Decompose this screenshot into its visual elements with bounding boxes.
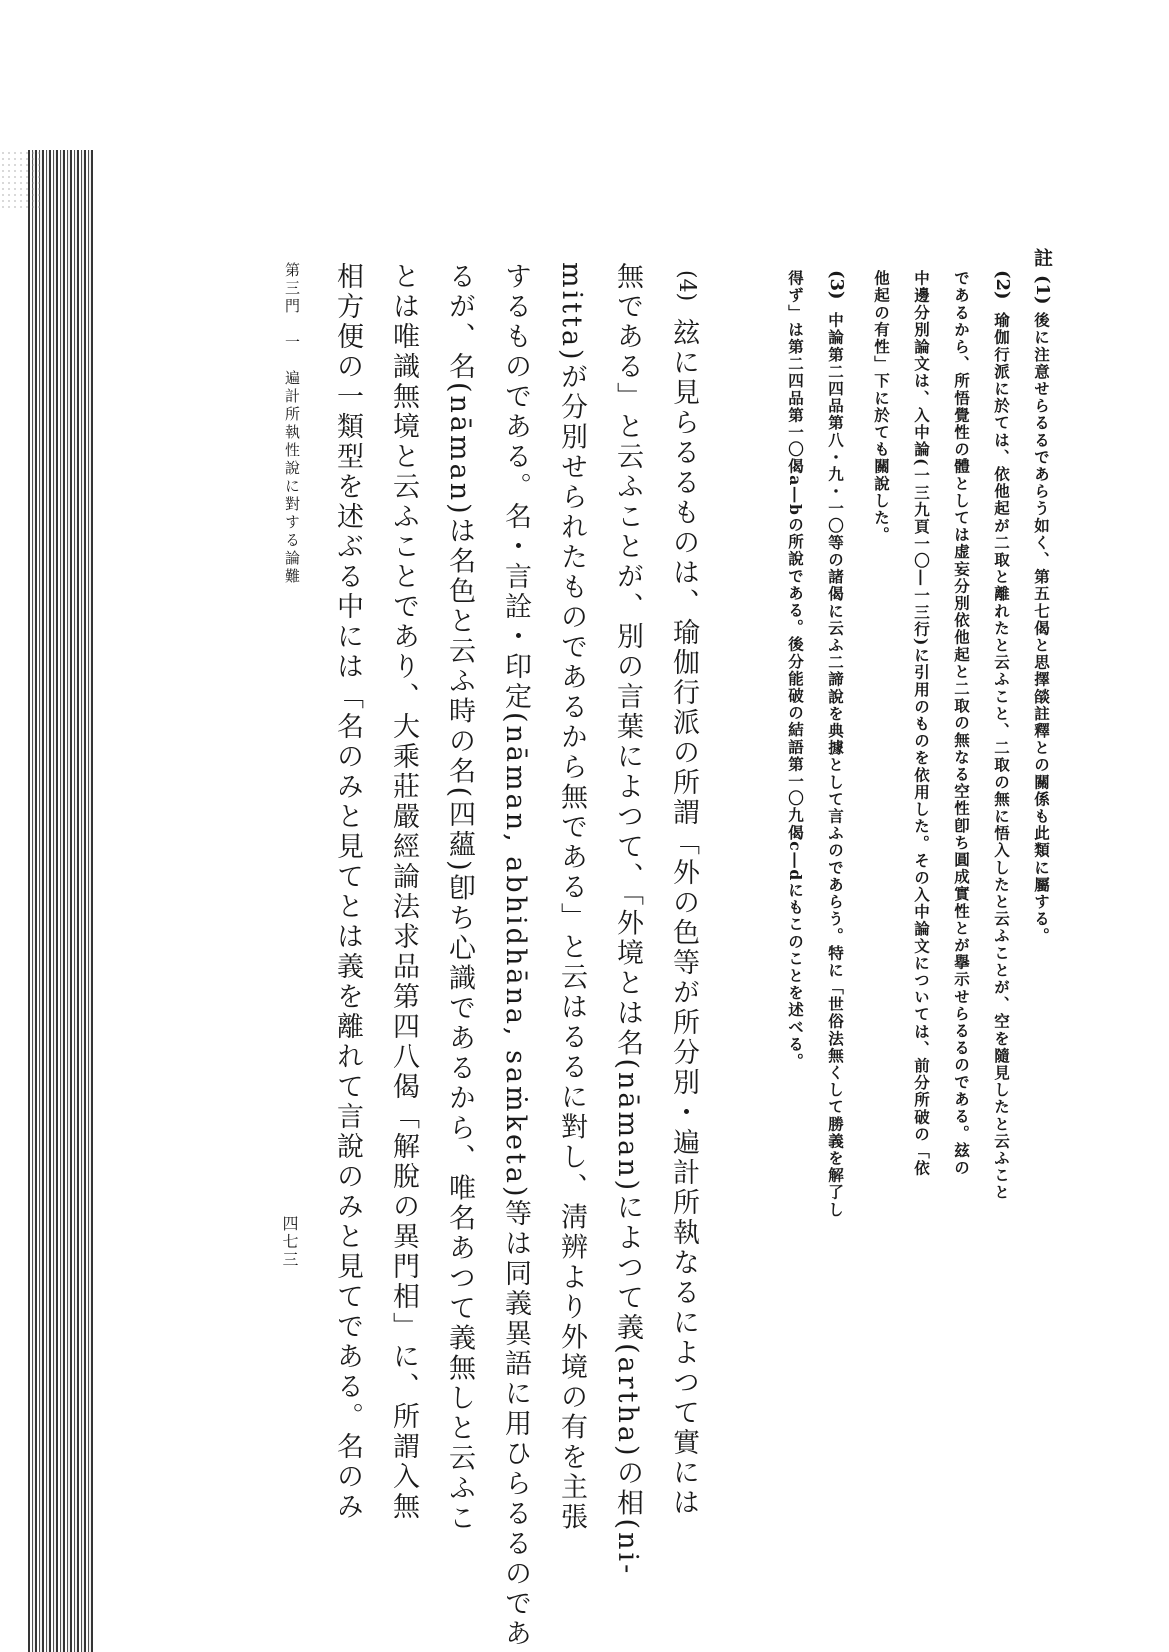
notes-heading: 註	[1031, 248, 1053, 269]
scan-speckle	[0, 150, 40, 210]
note-3-marker: (3)	[826, 270, 847, 300]
body-line-4: するものである。名・言詮・印定(nāman, abhidhāna, saṁketa)等は同義異語に用ひらるるのであ	[500, 262, 531, 1650]
note-1-marker: (1)	[1032, 275, 1053, 305]
note-2-line-3: 中邊分別論文は、入中論(一三九頁一〇―一三行)に引用のものを依用した。その入中論文については、前分所破の「依	[912, 270, 931, 1178]
note-2-line-4: 他起の有性」下に於ても關說した。	[872, 270, 891, 544]
running-head: 第三門 一 遍計所執性說に對する論難	[283, 262, 301, 586]
book-binding-shadow	[28, 150, 94, 1652]
body-line-2: 無である」と云ふことが、別の言葉によつて、「外境とは名(nāman)によつて義(artha)の相(ni-	[612, 262, 643, 1577]
note-2-line-2: であるから、所悟覺性の體としては虚妄分別依他起と二取の無なる空性卽ち圓成實性とが擧示せらるるのである。玆の	[952, 270, 971, 1177]
note-1-line-1: 後に注意せらるるであらう如く、第五七偈と思擇燄註釋との關係も此類に屬する。	[1032, 312, 1051, 945]
note-3-line-1: 中論第二四品第八・九・一〇等の諸偈に云ふ二諦說を典據として言ふのであらう。特に「世俗法無くして勝義を解了し	[826, 312, 845, 1219]
note-3-line-2: 得ず」は第二四品第一〇偈a―bの所說である。後分能破の結語第一〇九偈c―dにもこのことを述べる。	[786, 270, 805, 1070]
body-line-7: 相方便の一類型を述ぶる中には「名のみと見てとは義を離れて言說のみと見てである。名のみ	[332, 262, 363, 1522]
note-2-line-1: 瑜伽行派に於ては、依他起が二取と離れたと云ふこと、二取の無に悟入したと云ふことが、空を隨見したと云ふこと	[992, 312, 1011, 1202]
body-line-5: るが、名(nāman)は名色と云ふ時の名(四蘊)卽ち心識であるから、唯名あつて義無しと云ふこ	[444, 262, 475, 1534]
body-line-3: mitta)が分別せられたものであるから無である」と云はるるに對し、淸辨より外境の有を主張	[556, 262, 587, 1533]
body-line-6: とは唯識無境と云ふことであり、大乘莊嚴經論法求品第四八偈「解脫の異門相」に、所謂入無	[388, 262, 419, 1522]
note-4-marker: (4)	[674, 270, 699, 302]
note-2-marker: (2)	[992, 270, 1013, 300]
body-line-1: 玆に見らるるものは、瑜伽行派の所謂「外の色等が所分別・遍計所執なるによつて實には	[668, 318, 699, 1518]
page-number: 四七三	[280, 1215, 299, 1269]
